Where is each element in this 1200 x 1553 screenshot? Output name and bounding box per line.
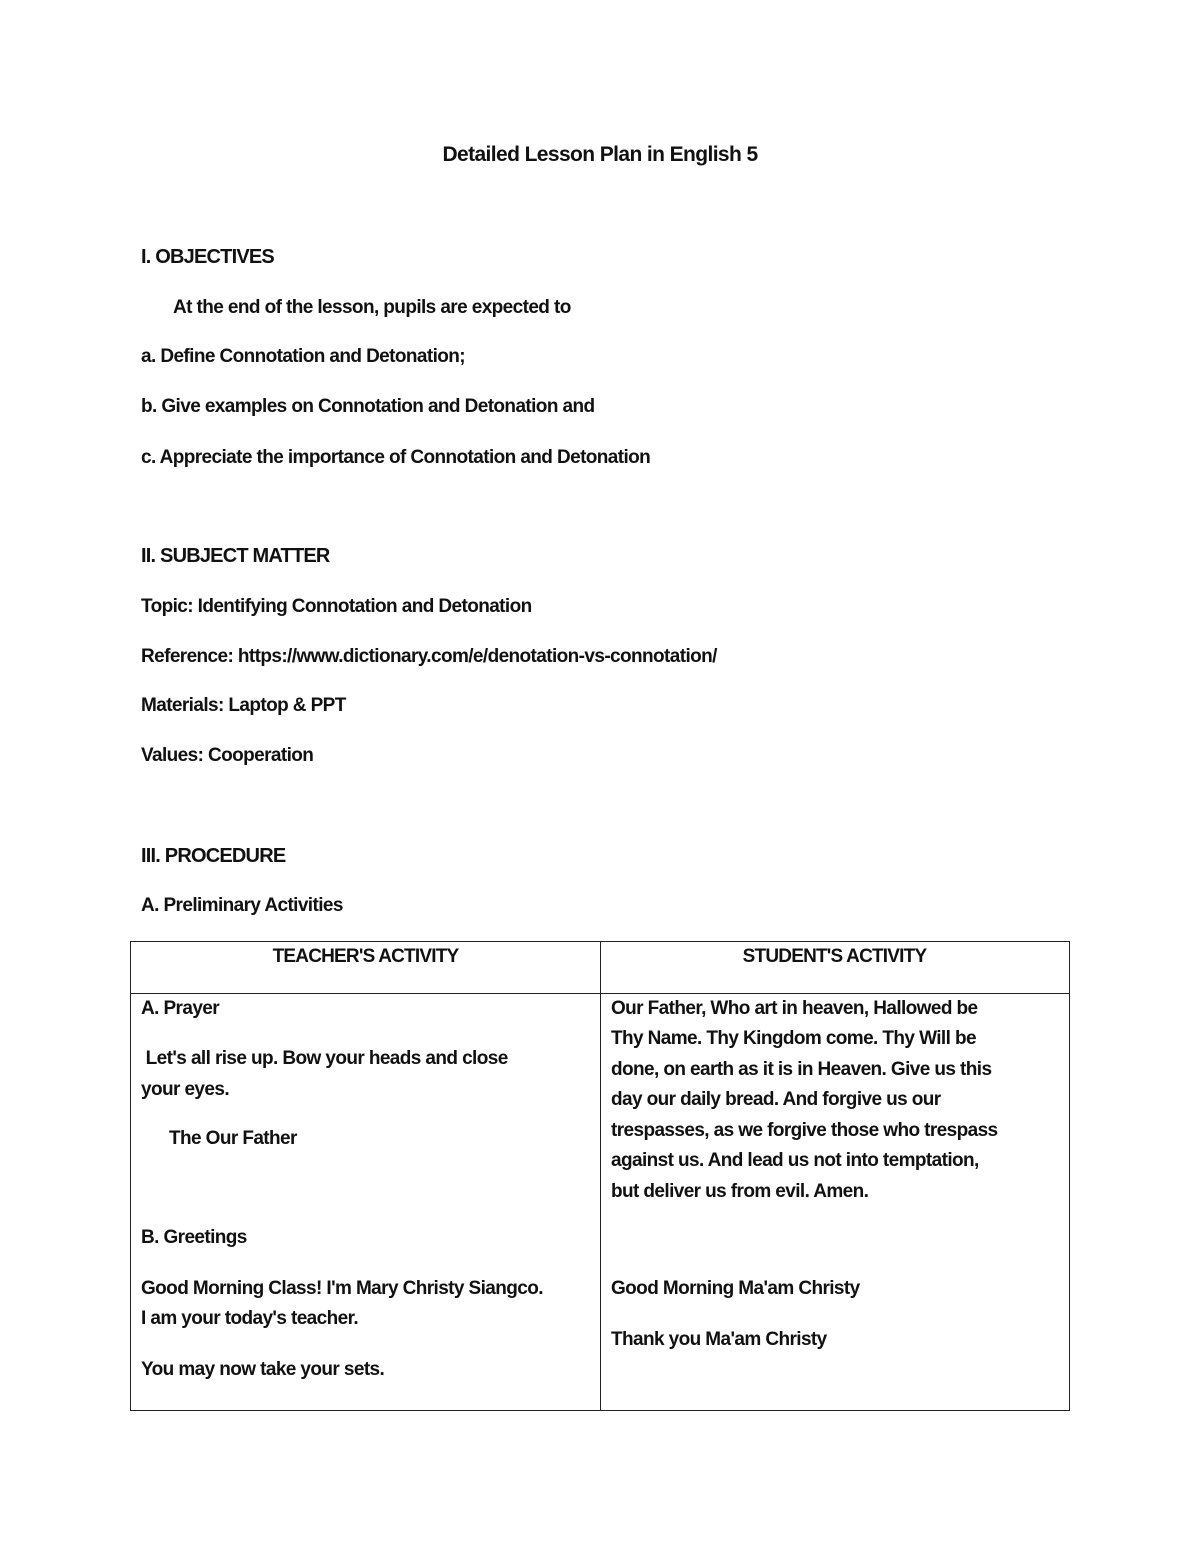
take-seats-line: You may now take your sets. — [141, 1359, 385, 1380]
prayer-instruction-line1: Let's all rise up. Bow your heads and close — [141, 1048, 508, 1069]
objectives-heading: I. OBJECTIVES — [141, 246, 274, 268]
prayer-response-line: done, on earth as it is in Heaven. Give us this — [611, 1059, 992, 1080]
subject-topic: Topic: Identifying Connotation and Detonation — [141, 596, 532, 617]
greetings-heading: B. Greetings — [141, 1227, 247, 1248]
procedure-heading: III. PROCEDURE — [141, 845, 286, 867]
subject-values: Values: Cooperation — [141, 745, 314, 766]
objectives-intro: At the end of the lesson, pupils are expected to — [173, 297, 571, 318]
objective-item-c: c. Appreciate the importance of Connotation and Detonation — [141, 447, 651, 468]
procedure-subheading: A. Preliminary Activities — [141, 895, 343, 916]
prayer-heading: A. Prayer — [141, 998, 220, 1019]
table-column-divider — [600, 942, 601, 1410]
subject-reference: Reference: https://www.dictionary.com/e/denotation-vs-connotation/ — [141, 646, 717, 667]
prayer-response-line: against us. And lead us not into temptation, — [611, 1150, 979, 1171]
prayer-response-line: trespasses, as we forgive those who trespass — [611, 1120, 998, 1141]
greeting-line2: I am your today's teacher. — [141, 1308, 359, 1329]
thanks-reply: Thank you Ma'am Christy — [611, 1329, 827, 1350]
greeting-reply: Good Morning Ma'am Christy — [611, 1278, 860, 1299]
objective-item-b: b. Give examples on Connotation and Detonation and — [141, 396, 595, 417]
greeting-line1: Good Morning Class! I'm Mary Christy Siangco. — [141, 1278, 543, 1299]
prayer-name: The Our Father — [169, 1128, 297, 1149]
prayer-response-line: Our Father, Who art in heaven, Hallowed be — [611, 998, 978, 1019]
prayer-instruction-line2: your eyes. — [141, 1079, 229, 1100]
activities-table — [130, 941, 1070, 1411]
subject-materials: Materials: Laptop & PPT — [141, 695, 346, 716]
objective-item-a: a. Define Connotation and Detonation; — [141, 346, 466, 367]
teacher-activity-header: TEACHER'S ACTIVITY — [272, 946, 459, 967]
prayer-response-line: but deliver us from evil. Amen. — [611, 1181, 869, 1202]
prayer-response-line: Thy Name. Thy Kingdom come. Thy Will be — [611, 1028, 976, 1049]
subject-matter-heading: II. SUBJECT MATTER — [141, 545, 330, 567]
document-title: Detailed Lesson Plan in English 5 — [442, 143, 758, 166]
prayer-response-line: day our daily bread. And forgive us our — [611, 1089, 941, 1110]
student-activity-header: STUDENT'S ACTIVITY — [742, 946, 927, 967]
